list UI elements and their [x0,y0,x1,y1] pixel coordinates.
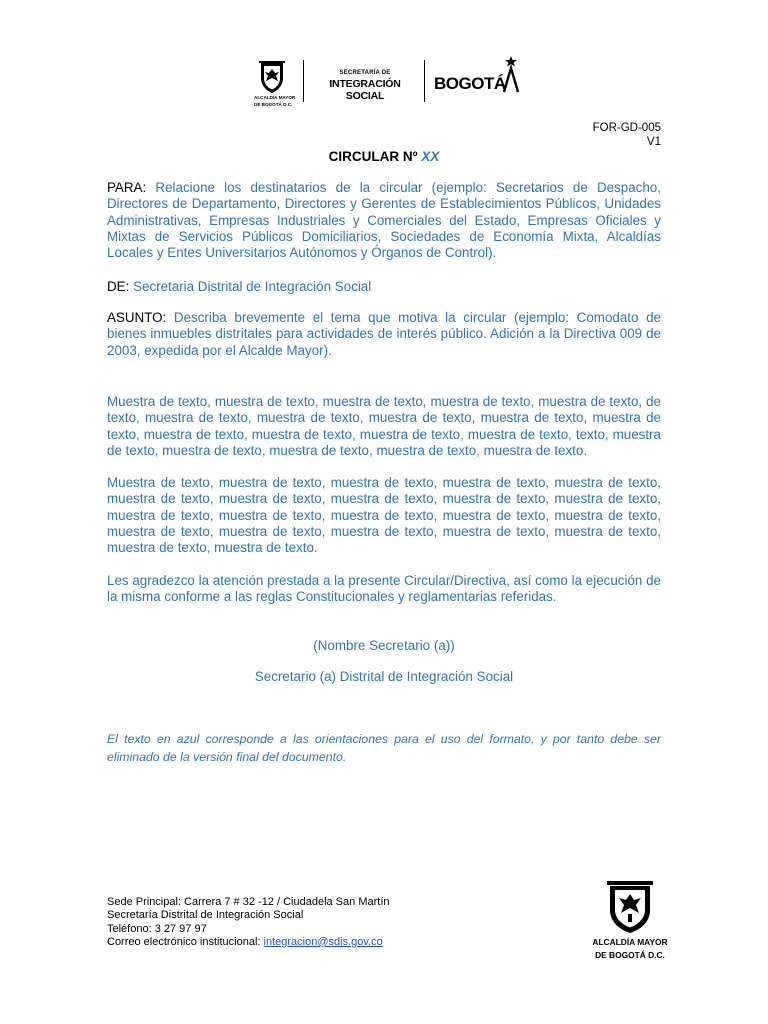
para-label: PARA: [107,180,147,195]
email-link[interactable]: integracion@sdis.gov.co [263,935,383,948]
email-label: Correo electrónico institucional: [107,935,261,948]
page-title [0,149,768,164]
crest-label-2: DE BOGOTÁ D.C. [254,101,293,107]
para-section [107,180,661,261]
form-version: V1 [646,136,661,148]
title-text: CIRCULAR Nº [328,149,418,164]
header-divider [424,60,425,102]
para-text: Relacione los destinatarios de la circular (ejemplo: Secretarios de Despacho, Directores de Departamento, Directores y Gerentes de Establecimientos Públicos, Unidades Administrativas, Empresas Industriales y Comerciales del Estado, Empresas Oficiales y Mixtas de Servicios Públicos Domiciliarios, Sociedades de Economía Mixta, Alcaldías Locales y Entes Universitarios Autónomos y Órganos de Control). [107,180,661,261]
asunto-label: ASUNTO: [107,310,167,325]
footer-crest-label-1: ALCALDÍA MAYOR [592,937,668,947]
crest-label-1: ALCALDÍA MAYOR [254,95,296,100]
alcaldia-crest-logo [254,60,296,108]
de-section [107,279,661,295]
bogota-star-icon [500,54,520,94]
asunto-section [107,310,661,359]
asunto-text: Describa brevemente el tema que motiva la circular (ejemplo: Comodato de bienes inmuebles distritales para actividades de interés público. Adición a la Directiva 009 de 2003, expedida por el Alcalde Mayor). [107,310,661,358]
secretaria-logo [314,70,416,102]
footer-address [107,896,390,949]
signature-role: Secretario (a) Distrital de Integración Social [254,669,514,684]
form-code: FOR-GD-005 [592,122,661,134]
de-label: DE: [107,279,130,294]
coat-of-arms-icon [605,880,655,934]
coat-of-arms-icon [258,60,286,94]
footer-crest-label-2: DE BOGOTÁ D.C. [595,950,665,960]
bogota-logo-text: BOGOTÁ [434,74,506,93]
letterhead [0,52,768,108]
de-text: Secretaria Distrital de Integración Social [133,279,372,294]
footer-line-1: Sede Principal: Carrera 7 # 32 -12 / Ciudadela San Martín [107,896,390,908]
body-paragraph-1: Muestra de texto, muestra de texto, muestra de texto, muestra de texto, muestra de texto, de texto, muestra de texto, muestra de texto, muestra de texto, muestra de texto, muestra de texto, muestra de texto, muestra de texto, muestra de texto, muestra de texto, texto, muestra de texto, muestra de texto, muestra de texto, muestra de texto, muestra de texto. [107,394,661,458]
footer-line-2: Secretaría Distrital de Integración Social [107,909,304,922]
guidance-note: El texto en azul corresponde a las orientaciones para el uso del formato, y por tanto debe ser eliminado de la versión final del documento. [107,732,661,764]
title-number: XX [421,149,440,164]
alcaldia-crest-footer-logo [590,880,670,962]
body-paragraph-2: Muestra de texto, muestra de texto, muestra de texto, muestra de texto, muestra de texto, muestra de texto, muestra de texto, muestra de texto, muestra de texto, muestra de texto, muestra de texto, muestra de texto, muestra de texto, muestra de texto, muestra de texto, muestra de texto, muestra de texto, muestra de texto, muestra de texto, muestra de texto, muestra de texto, muestra de texto. [107,475,661,556]
secretaria-big-text: INTEGRACIÓN SOCIAL [329,78,401,102]
header-divider [303,60,304,102]
body-paragraph-3: Les agradezco la atención prestada a la presente Circular/Directiva, así como la ejecución de la misma conforme a las reglas Constitucionales y reglamentarias referidas. [107,573,661,605]
footer-line-4 [107,936,390,949]
footer-line-3: Teléfono: 3 27 97 97 [107,922,207,935]
secretaria-small-text: SECRETARÍA DE [339,70,391,76]
document-code [593,121,661,149]
signature-name: (Nombre Secretario (a)) [313,638,455,653]
